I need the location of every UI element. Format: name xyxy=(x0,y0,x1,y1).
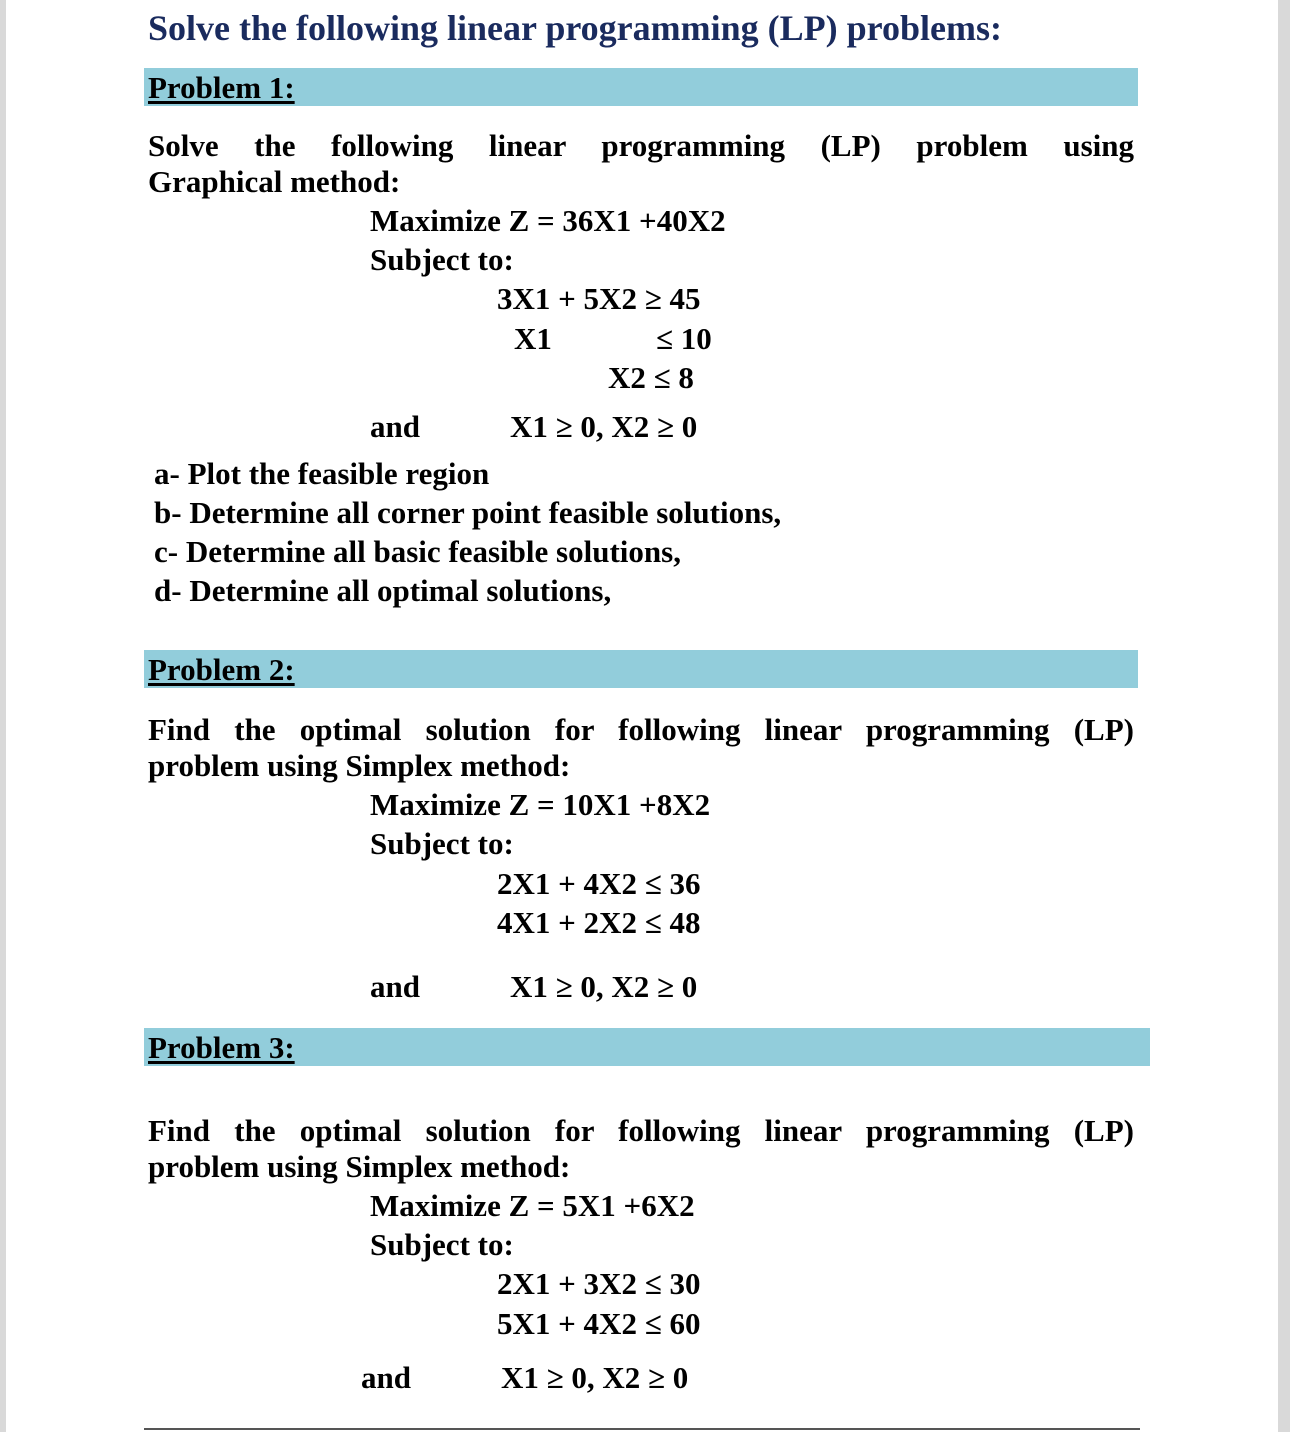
problem-2-label: Problem 2: xyxy=(148,652,295,687)
problem-1-objective: Maximize Z = 36X1 +40X2 xyxy=(370,203,726,238)
problem-1-constraint-2-variable: X1 xyxy=(514,321,552,356)
document-page xyxy=(6,0,1278,1432)
problem-1-intro-line-2: Graphical method: xyxy=(148,164,401,199)
problem-3-and: and xyxy=(361,1360,411,1395)
problem-1-nonnegativity: X1 ≥ 0, X2 ≥ 0 xyxy=(510,409,698,444)
problem-1-constraint-1: 3X1 + 5X2 ≥ 45 xyxy=(497,281,701,316)
problem-1-task-a: a- Plot the feasible region xyxy=(154,456,490,491)
problem-2-subject-to: Subject to: xyxy=(370,826,514,861)
problem-3-header-band xyxy=(144,1028,1150,1066)
problem-1-intro-line-1: Solve the following linear programming (LP) problem using xyxy=(148,128,1134,163)
problem-3-subject-to: Subject to: xyxy=(370,1227,514,1262)
problem-3-nonnegativity: X1 ≥ 0, X2 ≥ 0 xyxy=(501,1360,689,1395)
problem-1-task-c: c- Determine all basic feasible solutions, xyxy=(154,534,681,569)
problem-1-task-d: d- Determine all optimal solutions, xyxy=(154,573,612,608)
page-title: Solve the following linear programming (LP) problems: xyxy=(148,8,1002,48)
problem-2-intro-line-1: Find the optimal solution for following linear programming (LP) xyxy=(148,712,1134,747)
problem-2-objective: Maximize Z = 10X1 +8X2 xyxy=(370,787,711,822)
problem-1-and: and xyxy=(370,409,420,444)
problem-3-objective: Maximize Z = 5X1 +6X2 xyxy=(370,1188,695,1223)
problem-1-task-b: b- Determine all corner point feasible solutions, xyxy=(154,495,782,530)
problem-3-label: Problem 3: xyxy=(148,1030,295,1065)
problem-2-constraint-2: 4X1 + 2X2 ≤ 48 xyxy=(497,905,701,940)
problem-1-constraint-3: X2 ≤ 8 xyxy=(608,360,694,395)
problem-3-intro-line-1: Find the optimal solution for following linear programming (LP) xyxy=(148,1113,1134,1148)
problem-1-subject-to: Subject to: xyxy=(370,242,514,277)
problem-2-nonnegativity: X1 ≥ 0, X2 ≥ 0 xyxy=(510,969,698,1004)
problem-2-intro-line-2: problem using Simplex method: xyxy=(148,748,571,783)
problem-2-constraint-1: 2X1 + 4X2 ≤ 36 xyxy=(497,866,701,901)
problem-1-constraint-2-bound: ≤ 10 xyxy=(656,321,712,356)
problem-2-and: and xyxy=(370,969,420,1004)
problem-3-intro-line-2: problem using Simplex method: xyxy=(148,1149,571,1184)
bottom-divider xyxy=(144,1428,1140,1430)
problem-3-constraint-1: 2X1 + 3X2 ≤ 30 xyxy=(497,1266,701,1301)
problem-1-label: Problem 1: xyxy=(148,70,295,105)
problem-3-constraint-2: 5X1 + 4X2 ≤ 60 xyxy=(497,1306,701,1341)
